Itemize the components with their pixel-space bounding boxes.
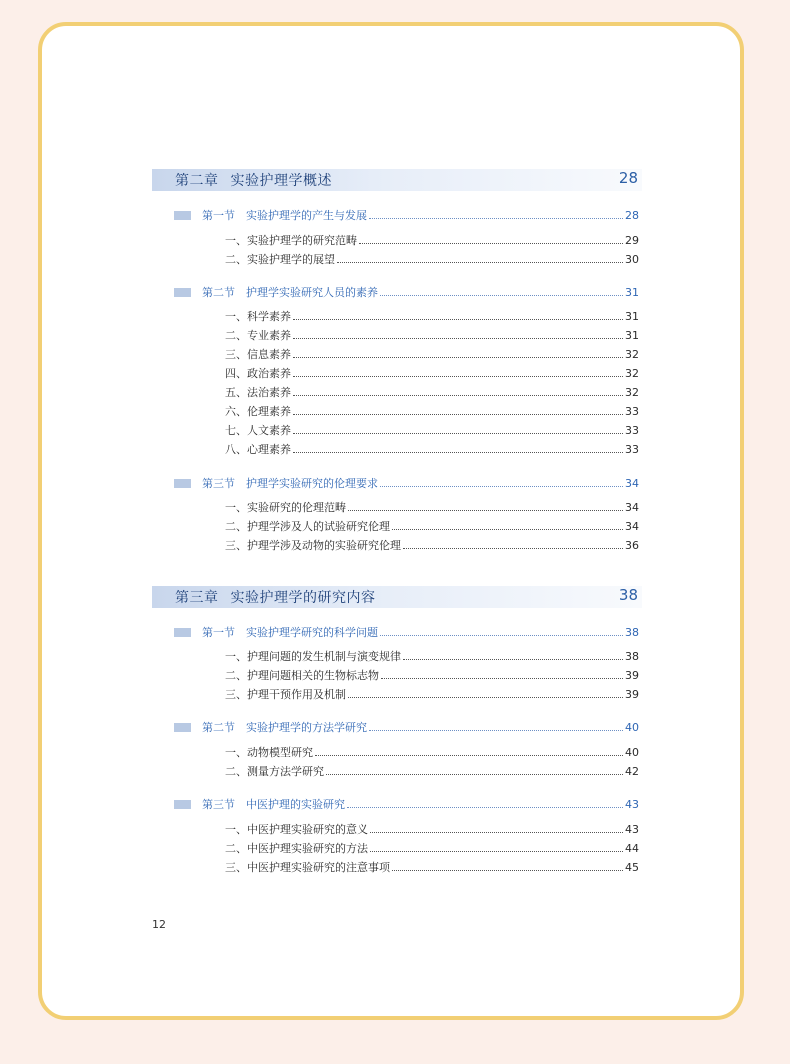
leader-dots bbox=[403, 659, 623, 660]
item-page: 29 bbox=[625, 233, 639, 247]
toc-item[interactable] bbox=[225, 686, 639, 702]
item-title: 四、政治素养 bbox=[225, 367, 291, 380]
leader-dots bbox=[348, 510, 623, 511]
section-marker bbox=[174, 288, 191, 297]
section-number: 第二节 bbox=[202, 721, 235, 734]
item-title: 三、信息素养 bbox=[225, 348, 291, 361]
item-page: 33 bbox=[625, 423, 639, 437]
leader-dots bbox=[369, 218, 623, 219]
toc-item[interactable] bbox=[225, 384, 639, 400]
page-number: 12 bbox=[152, 918, 166, 931]
toc-item[interactable] bbox=[225, 251, 639, 267]
item-page: 45 bbox=[625, 860, 639, 874]
toc-item[interactable] bbox=[225, 763, 639, 779]
item-page: 44 bbox=[625, 841, 639, 855]
leader-dots bbox=[315, 755, 623, 756]
section-entry[interactable] bbox=[174, 284, 639, 300]
item-page: 32 bbox=[625, 385, 639, 399]
leader-dots bbox=[293, 319, 623, 320]
item-page: 32 bbox=[625, 347, 639, 361]
section-title: 护理学实验研究人员的素养 bbox=[246, 286, 378, 299]
toc-item[interactable] bbox=[225, 821, 639, 837]
chapter-number: 第二章 bbox=[175, 173, 219, 189]
leader-dots bbox=[381, 678, 623, 679]
item-page: 30 bbox=[625, 252, 639, 266]
item-title: 一、实验护理学的研究范畴 bbox=[225, 234, 357, 247]
item-page: 42 bbox=[625, 764, 639, 778]
leader-dots bbox=[370, 832, 623, 833]
section-title: 实验护理学的产生与发展 bbox=[246, 209, 367, 222]
section-title: 中医护理的实验研究 bbox=[246, 798, 345, 811]
chapter-page: 28 bbox=[618, 169, 638, 187]
item-page: 34 bbox=[625, 500, 639, 514]
section-page: 28 bbox=[625, 208, 639, 222]
section-number: 第三节 bbox=[202, 798, 235, 811]
section-number: 第二节 bbox=[202, 286, 235, 299]
item-title: 一、中医护理实验研究的意义 bbox=[225, 823, 368, 836]
item-title: 一、护理问题的发生机制与演变规律 bbox=[225, 650, 401, 663]
section-marker bbox=[174, 479, 191, 488]
item-title: 一、实验研究的伦理范畴 bbox=[225, 501, 346, 514]
leader-dots bbox=[380, 295, 623, 296]
section-marker bbox=[174, 211, 191, 220]
toc-item[interactable] bbox=[225, 518, 639, 534]
toc-item[interactable] bbox=[225, 744, 639, 760]
toc-item[interactable] bbox=[225, 648, 639, 664]
item-page: 31 bbox=[625, 328, 639, 342]
item-page: 39 bbox=[625, 668, 639, 682]
toc-item[interactable] bbox=[225, 499, 639, 515]
toc-item[interactable] bbox=[225, 441, 639, 457]
item-title: 二、测量方法学研究 bbox=[225, 765, 324, 778]
section-number: 第一节 bbox=[202, 626, 235, 639]
section-marker bbox=[174, 628, 191, 637]
section-page: 40 bbox=[625, 720, 639, 734]
chapter-page: 38 bbox=[618, 586, 638, 604]
section-marker bbox=[174, 723, 191, 732]
leader-dots bbox=[293, 395, 623, 396]
leader-dots bbox=[380, 635, 623, 636]
item-page: 38 bbox=[625, 649, 639, 663]
leader-dots bbox=[380, 486, 623, 487]
section-title: 实验护理学的方法学研究 bbox=[246, 721, 367, 734]
leader-dots bbox=[337, 262, 623, 263]
item-title: 五、法治素养 bbox=[225, 386, 291, 399]
item-title: 三、护理学涉及动物的实验研究伦理 bbox=[225, 539, 401, 552]
section-entry[interactable] bbox=[174, 624, 639, 640]
leader-dots bbox=[348, 697, 623, 698]
chapter-title: 实验护理学的研究内容 bbox=[230, 590, 376, 606]
leader-dots bbox=[392, 529, 623, 530]
section-number: 第三节 bbox=[202, 477, 235, 490]
leader-dots bbox=[293, 414, 623, 415]
leader-dots bbox=[326, 774, 623, 775]
toc-item[interactable] bbox=[225, 422, 639, 438]
toc-item[interactable] bbox=[225, 859, 639, 875]
toc-item[interactable] bbox=[225, 308, 639, 324]
leader-dots bbox=[293, 357, 623, 358]
section-marker bbox=[174, 800, 191, 809]
item-title: 七、人文素养 bbox=[225, 424, 291, 437]
toc-item[interactable] bbox=[225, 232, 639, 248]
item-page: 43 bbox=[625, 822, 639, 836]
item-title: 二、专业素养 bbox=[225, 329, 291, 342]
leader-dots bbox=[293, 452, 623, 453]
leader-dots bbox=[370, 851, 623, 852]
item-title: 三、中医护理实验研究的注意事项 bbox=[225, 861, 390, 874]
section-entry[interactable] bbox=[174, 719, 639, 735]
section-page: 31 bbox=[625, 285, 639, 299]
item-title: 二、护理问题相关的生物标志物 bbox=[225, 669, 379, 682]
item-title: 六、伦理素养 bbox=[225, 405, 291, 418]
item-page: 39 bbox=[625, 687, 639, 701]
item-page: 40 bbox=[625, 745, 639, 759]
leader-dots bbox=[293, 376, 623, 377]
item-title: 八、心理素养 bbox=[225, 443, 291, 456]
leader-dots bbox=[359, 243, 623, 244]
leader-dots bbox=[403, 548, 623, 549]
section-page: 38 bbox=[625, 625, 639, 639]
section-number: 第一节 bbox=[202, 209, 235, 222]
leader-dots bbox=[293, 433, 623, 434]
toc-item[interactable] bbox=[225, 346, 639, 362]
toc-item[interactable] bbox=[225, 403, 639, 419]
section-entry[interactable] bbox=[174, 796, 639, 812]
item-title: 二、护理学涉及人的试验研究伦理 bbox=[225, 520, 390, 533]
leader-dots bbox=[347, 807, 623, 808]
item-title: 一、科学素养 bbox=[225, 310, 291, 323]
chapter-heading[interactable] bbox=[152, 169, 642, 191]
item-page: 36 bbox=[625, 538, 639, 552]
item-page: 33 bbox=[625, 404, 639, 418]
chapter-number: 第三章 bbox=[175, 590, 219, 606]
section-page: 43 bbox=[625, 797, 639, 811]
chapter-heading[interactable] bbox=[152, 586, 642, 608]
leader-dots bbox=[293, 338, 623, 339]
toc-item[interactable] bbox=[225, 667, 639, 683]
section-entry[interactable] bbox=[174, 475, 639, 491]
toc-item[interactable] bbox=[225, 537, 639, 553]
item-title: 二、中医护理实验研究的方法 bbox=[225, 842, 368, 855]
section-entry[interactable] bbox=[174, 207, 639, 223]
item-title: 三、护理干预作用及机制 bbox=[225, 688, 346, 701]
leader-dots bbox=[392, 870, 623, 871]
toc-item[interactable] bbox=[225, 327, 639, 343]
item-page: 34 bbox=[625, 519, 639, 533]
item-title: 一、动物模型研究 bbox=[225, 746, 313, 759]
chapter-title: 实验护理学概述 bbox=[230, 173, 332, 189]
leader-dots bbox=[369, 730, 623, 731]
item-page: 31 bbox=[625, 309, 639, 323]
item-page: 33 bbox=[625, 442, 639, 456]
section-page: 34 bbox=[625, 476, 639, 490]
section-title: 护理学实验研究的伦理要求 bbox=[246, 477, 378, 490]
item-title: 二、实验护理学的展望 bbox=[225, 253, 335, 266]
section-title: 实验护理学研究的科学问题 bbox=[246, 626, 378, 639]
toc-item[interactable] bbox=[225, 840, 639, 856]
item-page: 32 bbox=[625, 366, 639, 380]
toc-item[interactable] bbox=[225, 365, 639, 381]
